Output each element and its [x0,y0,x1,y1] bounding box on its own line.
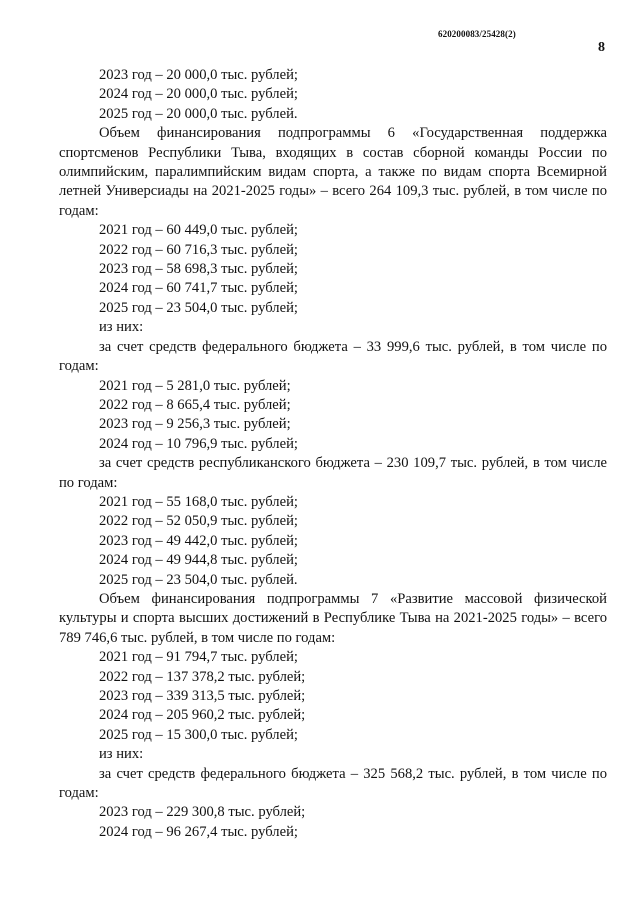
paragraph: Объем финансирования подпрограммы 7 «Развитие массовой физической культуры и спорта высших достижений в Республике Тыва на 2021-2025 годы» – всего 789 746,6 тыс. рублей, в том числе по годам: [59,590,607,646]
list-item: 2023 год – 9 256,3 тыс. рублей; [99,416,291,433]
list-item: из них: [99,746,144,763]
list-item: 2023 год – 339 313,5 тыс. рублей; [99,688,306,704]
list-item: 2023 год – 20 000,0 тыс. рублей; [99,67,298,83]
list-item: 2023 год – 229 300,8 тыс. рублей; [99,804,306,821]
paragraph: за счет средств федерального бюджета – 325 568,2 тыс. рублей, в том числе по годам: [59,765,607,802]
list-item: 2022 год – 60 716,3 тыс. рублей; [99,241,298,258]
paragraph: Объем финансирования подпрограммы 6 «Государственная поддержка спортсменов Республики Тыва, входящих в состав сборной команды России по олимпийским, паралимпийским видам спорта, а также по видам спорта Всемирной летней Универсиады на 2021-2025 годы» – всего 264 109,3 тыс. рублей, в том числе по годам: [59,125,607,219]
list-item: 2025 год – 23 504,0 тыс. рублей. [99,571,298,588]
list-item: 2024 год – 60 741,7 тыс. рублей; [99,280,298,297]
list-item: 2025 год – 23 504,0 тыс. рублей; [99,299,298,316]
list-item: из них: [99,319,144,336]
list-item: 2024 год – 49 944,8 тыс. рублей; [99,552,298,569]
list-item: 2024 год – 20 000,0 тыс. рублей; [99,86,298,103]
list-item: 2024 год – 10 796,9 тыс. рублей; [99,435,298,452]
list-item: 2024 год – 96 267,4 тыс. рублей; [99,823,298,840]
page-number: 8 [598,40,605,55]
list-item: 2025 год – 20 000,0 тыс. рублей. [99,105,298,122]
list-item: 2025 год – 15 300,0 тыс. рублей; [99,726,298,743]
list-item: 2023 год – 49 442,0 тыс. рублей; [99,532,298,549]
list-item: 2022 год – 52 050,9 тыс. рублей; [99,513,298,530]
document-body [59,66,607,842]
list-item: 2021 год – 60 449,0 тыс. рублей; [99,222,298,239]
document-id: 620200083/25428(2) [438,29,516,39]
list-item: 2022 год – 137 378,2 тыс. рублей; [99,668,306,685]
list-item: 2024 год – 205 960,2 тыс. рублей; [99,707,306,724]
list-item: 2021 год – 5 281,0 тыс. рублей; [99,377,291,394]
list-item: 2021 год – 91 794,7 тыс. рублей; [99,649,298,666]
paragraph: за счет средств федерального бюджета – 33 999,6 тыс. рублей, в том числе по годам: [59,338,607,375]
list-item: 2023 год – 58 698,3 тыс. рублей; [99,261,298,278]
paragraph: за счет средств республиканского бюджета – 230 109,7 тыс. рублей, в том числе по годам: [59,455,607,491]
list-item: 2021 год – 55 168,0 тыс. рублей; [99,493,298,510]
list-item: 2022 год – 8 665,4 тыс. рублей; [99,396,291,413]
